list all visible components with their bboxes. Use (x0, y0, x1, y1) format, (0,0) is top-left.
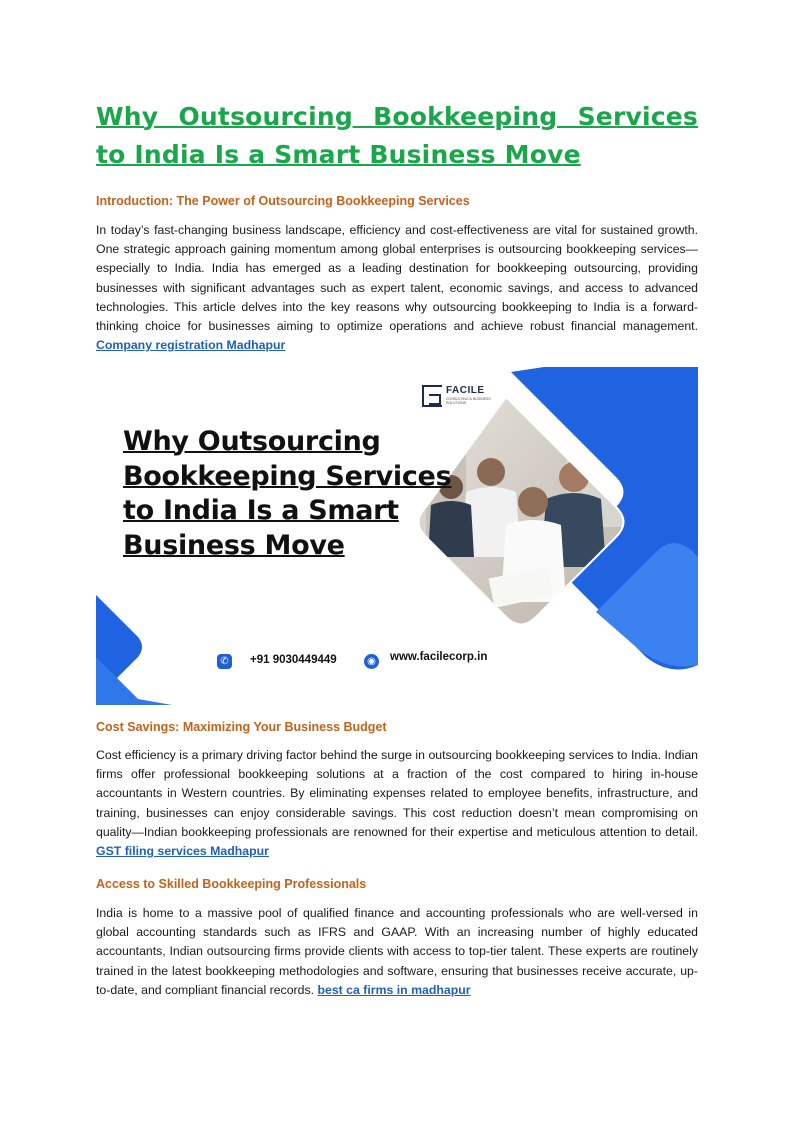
article-banner-image (96, 367, 698, 705)
phone-icon: ✆ (217, 654, 232, 669)
globe-icon: ◉ (364, 654, 379, 669)
logo-mark-icon (422, 385, 442, 407)
banner-title: Why Outsourcing Bookkeeping Services to India Is a Smart Business Move (123, 426, 452, 561)
logo-tagline: CONSULTING & BUSINESS SOLUTIONS (446, 397, 491, 405)
banner-phone: +91 9030449449 (250, 654, 337, 666)
section-body-introduction (96, 221, 698, 355)
paragraph-text: In today’s fast-changing business landscape, efficiency and cost-effectiveness are vital for sustained growth. One strategic approach gaining momentum among global enterprises is outsourcing bookkeeping services—especially to India. India has emerged as a leading destination for bookkeeping outsourcing, providing businesses with significant advantages such as expert talent, economic savings, and access to advanced technologies. This article delves into the key reasons why outsourcing bookkeeping to India is a forward-thinking choice for businesses aiming to optimize operations and achieve robust financial management. (96, 223, 698, 334)
section-body-cost-savings (96, 746, 698, 861)
banner-website: www.facilecorp.in (390, 651, 488, 663)
paragraph-text: India is home to a massive pool of qualified finance and accounting professionals who are well-versed in global accounting standards such as IFRS and GAAP. With an increasing number of highly educated accountants, Indian outsourcing firms provide clients with access to top-tier talent. These experts are routinely trained in the latest bookkeeping methodologies and software, ensuring that businesses receive accurate, up-to-date, and compliant financial records. (96, 906, 698, 997)
section-heading-cost-savings: Cost Savings: Maximizing Your Business Budget (96, 720, 387, 734)
page-title: Why Outsourcing Bookkeeping Services to India Is a Smart Business Move (96, 102, 698, 169)
link-ca-firms[interactable]: best ca firms in madhapur (317, 982, 471, 997)
logo-text: FACILE (446, 385, 485, 396)
facile-logo (422, 385, 492, 409)
paragraph-text: Cost efficiency is a primary driving factor behind the surge in outsourcing bookkeeping services to India. Indian firms offer professional bookkeeping solutions at a fraction of the cost compared to hiring in-house accountants in Western countries. By eliminating expenses related to employee benefits, infrastructure, and training, businesses can enjoy considerable savings. This cost reduction doesn’t mean compromising on quality—Indian bookkeeping professionals are renowned for their expertise and meticulous attention to detail. (96, 748, 698, 839)
link-company-registration[interactable]: Company registration Madhapur (96, 338, 286, 353)
section-body-skilled-professionals (96, 904, 698, 1000)
section-heading-introduction: Introduction: The Power of Outsourcing Bookkeeping Services (96, 194, 470, 208)
link-gst-filing[interactable]: GST filing services Madhapur (96, 844, 269, 859)
section-heading-skilled-professionals: Access to Skilled Bookkeeping Professionals (96, 877, 367, 891)
